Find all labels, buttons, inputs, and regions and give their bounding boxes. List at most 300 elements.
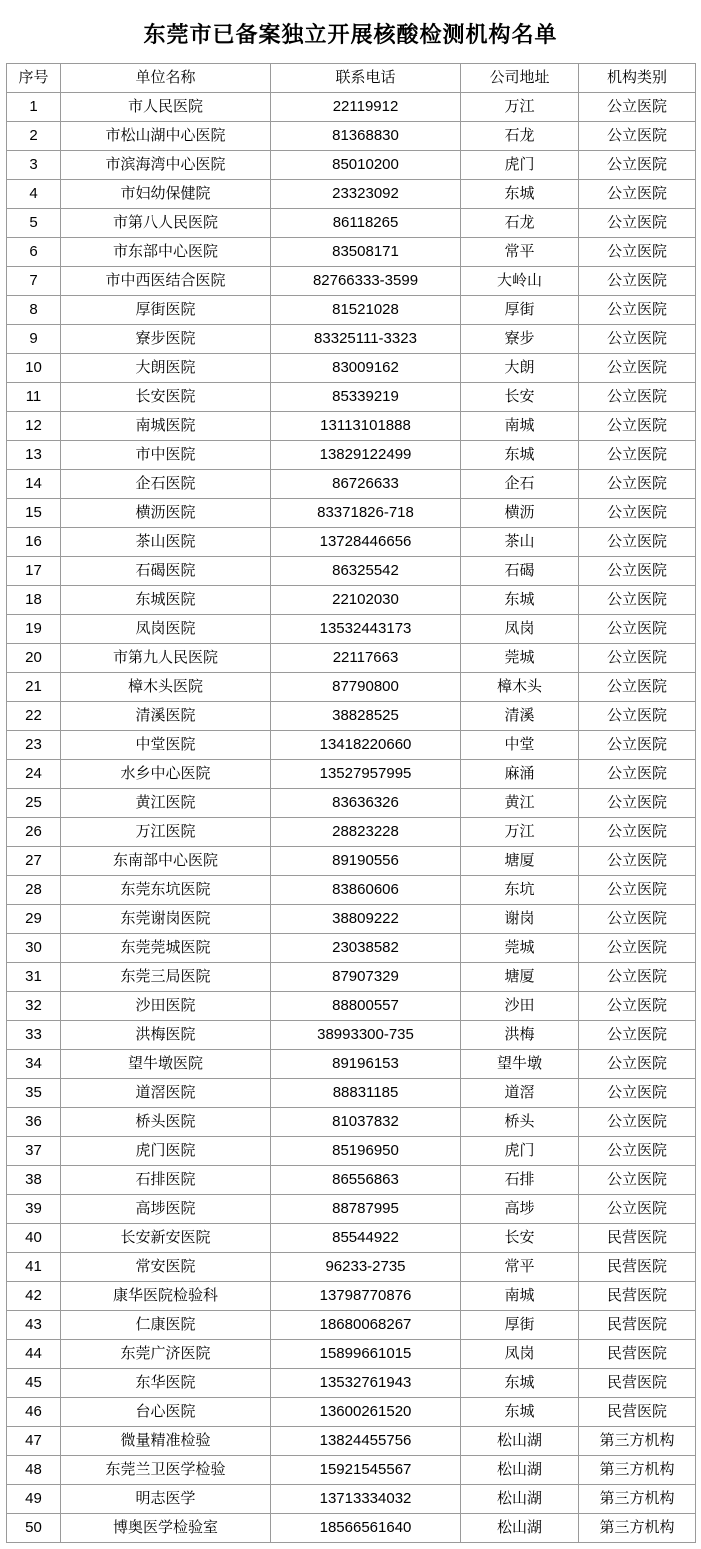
cell-index: 46: [7, 1398, 61, 1427]
table-row: [7, 760, 696, 789]
cell-name: 中堂医院: [61, 731, 271, 760]
cell-phone: 86118265: [271, 209, 461, 238]
cell-type: 公立医院: [579, 644, 696, 673]
cell-index: 23: [7, 731, 61, 760]
cell-type: 公立医院: [579, 296, 696, 325]
cell-index: 47: [7, 1427, 61, 1456]
cell-phone: 38828525: [271, 702, 461, 731]
cell-address: 清溪: [461, 702, 579, 731]
cell-index: 45: [7, 1369, 61, 1398]
cell-address: 石龙: [461, 209, 579, 238]
cell-address: 石龙: [461, 122, 579, 151]
table-row: [7, 238, 696, 267]
cell-address: 虎门: [461, 151, 579, 180]
cell-type: 公立医院: [579, 238, 696, 267]
cell-name: 东莞东坑医院: [61, 876, 271, 905]
cell-index: 35: [7, 1079, 61, 1108]
cell-index: 50: [7, 1514, 61, 1543]
cell-type: 民营医院: [579, 1340, 696, 1369]
cell-address: 常平: [461, 1253, 579, 1282]
cell-type: 第三方机构: [579, 1485, 696, 1514]
cell-type: 公立医院: [579, 934, 696, 963]
cell-name: 常安医院: [61, 1253, 271, 1282]
table-row: [7, 644, 696, 673]
cell-type: 公立医院: [579, 1108, 696, 1137]
cell-phone: 13728446656: [271, 528, 461, 557]
cell-address: 莞城: [461, 644, 579, 673]
cell-phone: 13113101888: [271, 412, 461, 441]
table-row: [7, 847, 696, 876]
cell-address: 沙田: [461, 992, 579, 1021]
cell-address: 东坑: [461, 876, 579, 905]
cell-address: 凤岗: [461, 1340, 579, 1369]
cell-index: 8: [7, 296, 61, 325]
cell-type: 公立医院: [579, 1021, 696, 1050]
cell-type: 公立医院: [579, 1137, 696, 1166]
cell-phone: 83325111-3323: [271, 325, 461, 354]
cell-phone: 88800557: [271, 992, 461, 1021]
cell-address: 樟木头: [461, 673, 579, 702]
cell-address: 松山湖: [461, 1456, 579, 1485]
cell-index: 32: [7, 992, 61, 1021]
cell-phone: 13713334032: [271, 1485, 461, 1514]
cell-phone: 85339219: [271, 383, 461, 412]
cell-phone: 85544922: [271, 1224, 461, 1253]
cell-address: 中堂: [461, 731, 579, 760]
table-row: [7, 586, 696, 615]
cell-name: 企石医院: [61, 470, 271, 499]
table-row: [7, 1079, 696, 1108]
cell-phone: 83860606: [271, 876, 461, 905]
table-row: [7, 789, 696, 818]
cell-type: 公立医院: [579, 963, 696, 992]
cell-name: 道滘医院: [61, 1079, 271, 1108]
cell-name: 厚街医院: [61, 296, 271, 325]
cell-phone: 13600261520: [271, 1398, 461, 1427]
cell-name: 樟木头医院: [61, 673, 271, 702]
cell-phone: 22102030: [271, 586, 461, 615]
cell-address: 万江: [461, 818, 579, 847]
table-row: [7, 180, 696, 209]
cell-type: 第三方机构: [579, 1456, 696, 1485]
cell-name: 沙田医院: [61, 992, 271, 1021]
cell-index: 36: [7, 1108, 61, 1137]
cell-name: 虎门医院: [61, 1137, 271, 1166]
cell-type: 公立医院: [579, 1050, 696, 1079]
column-header-index: 序号: [7, 64, 61, 93]
cell-address: 大朗: [461, 354, 579, 383]
cell-name: 桥头医院: [61, 1108, 271, 1137]
cell-address: 大岭山: [461, 267, 579, 296]
table-row: [7, 325, 696, 354]
cell-name: 市中西医结合医院: [61, 267, 271, 296]
cell-index: 30: [7, 934, 61, 963]
table-row: [7, 470, 696, 499]
cell-name: 博奥医学检验室: [61, 1514, 271, 1543]
cell-index: 39: [7, 1195, 61, 1224]
cell-type: 公立医院: [579, 731, 696, 760]
cell-type: 公立医院: [579, 876, 696, 905]
cell-type: 公立医院: [579, 673, 696, 702]
cell-name: 石碣医院: [61, 557, 271, 586]
cell-type: 民营医院: [579, 1311, 696, 1340]
cell-phone: 83636326: [271, 789, 461, 818]
table-row: [7, 992, 696, 1021]
cell-phone: 13527957995: [271, 760, 461, 789]
cell-type: 公立医院: [579, 441, 696, 470]
cell-address: 寮步: [461, 325, 579, 354]
cell-phone: 88787995: [271, 1195, 461, 1224]
cell-phone: 13829122499: [271, 441, 461, 470]
column-header-name: 单位名称: [61, 64, 271, 93]
cell-type: 公立医院: [579, 760, 696, 789]
cell-phone: 83009162: [271, 354, 461, 383]
cell-name: 市人民医院: [61, 93, 271, 122]
cell-index: 34: [7, 1050, 61, 1079]
cell-address: 万江: [461, 93, 579, 122]
table-row: [7, 1166, 696, 1195]
cell-index: 49: [7, 1485, 61, 1514]
cell-phone: 13798770876: [271, 1282, 461, 1311]
cell-phone: 15899661015: [271, 1340, 461, 1369]
cell-type: 公立医院: [579, 470, 696, 499]
cell-name: 东城医院: [61, 586, 271, 615]
table-row: [7, 499, 696, 528]
cell-phone: 81368830: [271, 122, 461, 151]
cell-phone: 85196950: [271, 1137, 461, 1166]
cell-name: 东莞莞城医院: [61, 934, 271, 963]
cell-phone: 86325542: [271, 557, 461, 586]
cell-address: 长安: [461, 383, 579, 412]
cell-phone: 87790800: [271, 673, 461, 702]
cell-type: 公立医院: [579, 992, 696, 1021]
cell-index: 10: [7, 354, 61, 383]
cell-name: 东莞兰卫医学检验: [61, 1456, 271, 1485]
cell-index: 38: [7, 1166, 61, 1195]
cell-address: 洪梅: [461, 1021, 579, 1050]
cell-type: 公立医院: [579, 905, 696, 934]
cell-name: 明志医学: [61, 1485, 271, 1514]
cell-address: 东城: [461, 441, 579, 470]
cell-type: 公立医院: [579, 847, 696, 876]
cell-address: 松山湖: [461, 1427, 579, 1456]
cell-phone: 22119912: [271, 93, 461, 122]
cell-address: 黄江: [461, 789, 579, 818]
table-row: [7, 383, 696, 412]
cell-phone: 13532761943: [271, 1369, 461, 1398]
cell-index: 16: [7, 528, 61, 557]
cell-index: 12: [7, 412, 61, 441]
cell-name: 市妇幼保健院: [61, 180, 271, 209]
cell-address: 道滘: [461, 1079, 579, 1108]
cell-phone: 89196153: [271, 1050, 461, 1079]
cell-type: 民营医院: [579, 1253, 696, 1282]
cell-name: 市第九人民医院: [61, 644, 271, 673]
cell-index: 29: [7, 905, 61, 934]
table-row: [7, 731, 696, 760]
cell-type: 第三方机构: [579, 1427, 696, 1456]
cell-phone: 82766333-3599: [271, 267, 461, 296]
cell-index: 13: [7, 441, 61, 470]
cell-type: 公立医院: [579, 93, 696, 122]
cell-name: 微量精准检验: [61, 1427, 271, 1456]
cell-phone: 13532443173: [271, 615, 461, 644]
cell-name: 望牛墩医院: [61, 1050, 271, 1079]
cell-index: 15: [7, 499, 61, 528]
cell-phone: 18566561640: [271, 1514, 461, 1543]
cell-phone: 18680068267: [271, 1311, 461, 1340]
cell-phone: 23038582: [271, 934, 461, 963]
cell-address: 桥头: [461, 1108, 579, 1137]
page-title: 东莞市已备案独立开展核酸检测机构名单: [143, 22, 558, 47]
institution-table: [6, 63, 696, 1543]
cell-type: 公立医院: [579, 354, 696, 383]
table-row: [7, 267, 696, 296]
table-row: [7, 1137, 696, 1166]
column-header-type: 机构类别: [579, 64, 696, 93]
cell-index: 26: [7, 818, 61, 847]
cell-index: 1: [7, 93, 61, 122]
cell-name: 凤岗医院: [61, 615, 271, 644]
table-row: [7, 93, 696, 122]
cell-name: 洪梅医院: [61, 1021, 271, 1050]
cell-name: 水乡中心医院: [61, 760, 271, 789]
cell-phone: 13824455756: [271, 1427, 461, 1456]
cell-name: 东莞谢岗医院: [61, 905, 271, 934]
cell-name: 黄江医院: [61, 789, 271, 818]
cell-index: 7: [7, 267, 61, 296]
cell-index: 31: [7, 963, 61, 992]
cell-type: 公立医院: [579, 325, 696, 354]
cell-name: 横沥医院: [61, 499, 271, 528]
table-row: [7, 1282, 696, 1311]
cell-name: 大朗医院: [61, 354, 271, 383]
table-row: [7, 1514, 696, 1543]
cell-phone: 22117663: [271, 644, 461, 673]
cell-phone: 89190556: [271, 847, 461, 876]
cell-name: 市东部中心医院: [61, 238, 271, 267]
cell-address: 莞城: [461, 934, 579, 963]
cell-type: 公立医院: [579, 412, 696, 441]
cell-type: 民营医院: [579, 1369, 696, 1398]
cell-type: 公立医院: [579, 122, 696, 151]
cell-name: 东南部中心医院: [61, 847, 271, 876]
cell-address: 厚街: [461, 296, 579, 325]
table-header: [7, 64, 696, 93]
cell-index: 27: [7, 847, 61, 876]
cell-index: 33: [7, 1021, 61, 1050]
cell-type: 公立医院: [579, 180, 696, 209]
cell-index: 11: [7, 383, 61, 412]
cell-address: 长安: [461, 1224, 579, 1253]
cell-type: 民营医院: [579, 1282, 696, 1311]
cell-index: 19: [7, 615, 61, 644]
cell-index: 3: [7, 151, 61, 180]
cell-index: 9: [7, 325, 61, 354]
table-body: [7, 93, 696, 1543]
cell-index: 37: [7, 1137, 61, 1166]
cell-phone: 86556863: [271, 1166, 461, 1195]
cell-type: 公立医院: [579, 1166, 696, 1195]
table-row: [7, 1311, 696, 1340]
cell-type: 民营医院: [579, 1398, 696, 1427]
cell-name: 台心医院: [61, 1398, 271, 1427]
cell-type: 公立医院: [579, 557, 696, 586]
cell-phone: 85010200: [271, 151, 461, 180]
cell-type: 公立医院: [579, 151, 696, 180]
cell-address: 厚街: [461, 1311, 579, 1340]
cell-name: 清溪医院: [61, 702, 271, 731]
cell-address: 茶山: [461, 528, 579, 557]
cell-name: 东华医院: [61, 1369, 271, 1398]
cell-name: 长安新安医院: [61, 1224, 271, 1253]
cell-type: 公立医院: [579, 209, 696, 238]
cell-address: 塘厦: [461, 847, 579, 876]
cell-type: 公立医院: [579, 818, 696, 847]
cell-address: 南城: [461, 412, 579, 441]
table-row: [7, 673, 696, 702]
table-row: [7, 905, 696, 934]
table-row: [7, 1340, 696, 1369]
cell-name: 市松山湖中心医院: [61, 122, 271, 151]
table-row: [7, 1195, 696, 1224]
cell-index: 25: [7, 789, 61, 818]
column-header-address: 公司地址: [461, 64, 579, 93]
table-row: [7, 151, 696, 180]
cell-address: 松山湖: [461, 1514, 579, 1543]
cell-address: 凤岗: [461, 615, 579, 644]
cell-name: 寮步医院: [61, 325, 271, 354]
cell-name: 万江医院: [61, 818, 271, 847]
cell-address: 塘厦: [461, 963, 579, 992]
cell-index: 24: [7, 760, 61, 789]
cell-index: 41: [7, 1253, 61, 1282]
cell-type: 公立医院: [579, 383, 696, 412]
cell-address: 常平: [461, 238, 579, 267]
cell-address: 东城: [461, 1398, 579, 1427]
cell-address: 石碣: [461, 557, 579, 586]
cell-address: 企石: [461, 470, 579, 499]
table-row: [7, 528, 696, 557]
cell-type: 民营医院: [579, 1224, 696, 1253]
table-row: [7, 876, 696, 905]
table-row: [7, 1050, 696, 1079]
cell-index: 44: [7, 1340, 61, 1369]
cell-index: 40: [7, 1224, 61, 1253]
cell-index: 18: [7, 586, 61, 615]
cell-name: 市第八人民医院: [61, 209, 271, 238]
cell-address: 石排: [461, 1166, 579, 1195]
cell-phone: 96233-2735: [271, 1253, 461, 1282]
column-header-phone: 联系电话: [271, 64, 461, 93]
cell-index: 6: [7, 238, 61, 267]
table-row: [7, 963, 696, 992]
cell-address: 横沥: [461, 499, 579, 528]
cell-index: 14: [7, 470, 61, 499]
cell-name: 市中医院: [61, 441, 271, 470]
cell-address: 松山湖: [461, 1485, 579, 1514]
cell-address: 东城: [461, 180, 579, 209]
cell-type: 第三方机构: [579, 1514, 696, 1543]
cell-type: 公立医院: [579, 528, 696, 557]
cell-index: 21: [7, 673, 61, 702]
cell-phone: 15921545567: [271, 1456, 461, 1485]
table-row: [7, 296, 696, 325]
cell-phone: 88831185: [271, 1079, 461, 1108]
table-row: [7, 1224, 696, 1253]
cell-name: 市滨海湾中心医院: [61, 151, 271, 180]
cell-phone: 83371826-718: [271, 499, 461, 528]
table-row: [7, 1427, 696, 1456]
table-row: [7, 615, 696, 644]
cell-address: 东城: [461, 1369, 579, 1398]
cell-address: 东城: [461, 586, 579, 615]
cell-address: 高埗: [461, 1195, 579, 1224]
cell-type: 公立医院: [579, 789, 696, 818]
cell-phone: 23323092: [271, 180, 461, 209]
cell-name: 石排医院: [61, 1166, 271, 1195]
table-row: [7, 1485, 696, 1514]
cell-index: 5: [7, 209, 61, 238]
cell-index: 42: [7, 1282, 61, 1311]
cell-phone: 81037832: [271, 1108, 461, 1137]
cell-type: 公立医院: [579, 586, 696, 615]
cell-type: 公立医院: [579, 267, 696, 296]
cell-address: 望牛墩: [461, 1050, 579, 1079]
cell-name: 高埗医院: [61, 1195, 271, 1224]
cell-phone: 38993300-735: [271, 1021, 461, 1050]
cell-name: 东莞三局医院: [61, 963, 271, 992]
cell-name: 南城医院: [61, 412, 271, 441]
cell-type: 公立医院: [579, 499, 696, 528]
cell-address: 虎门: [461, 1137, 579, 1166]
cell-name: 仁康医院: [61, 1311, 271, 1340]
table-row: [7, 1456, 696, 1485]
cell-phone: 86726633: [271, 470, 461, 499]
cell-phone: 81521028: [271, 296, 461, 325]
cell-type: 公立医院: [579, 615, 696, 644]
cell-index: 28: [7, 876, 61, 905]
cell-address: 谢岗: [461, 905, 579, 934]
cell-address: 南城: [461, 1282, 579, 1311]
cell-type: 公立医院: [579, 1195, 696, 1224]
cell-type: 公立医院: [579, 702, 696, 731]
table-row: [7, 1253, 696, 1282]
table-header-row: [7, 64, 696, 93]
table-row: [7, 818, 696, 847]
table-row: [7, 412, 696, 441]
table-row: [7, 1108, 696, 1137]
cell-index: 2: [7, 122, 61, 151]
table-row: [7, 557, 696, 586]
table-row: [7, 1398, 696, 1427]
cell-phone: 83508171: [271, 238, 461, 267]
cell-phone: 87907329: [271, 963, 461, 992]
table-row: [7, 441, 696, 470]
table-row: [7, 702, 696, 731]
cell-index: 17: [7, 557, 61, 586]
cell-index: 4: [7, 180, 61, 209]
table-row: [7, 209, 696, 238]
cell-index: 48: [7, 1456, 61, 1485]
cell-index: 20: [7, 644, 61, 673]
cell-phone: 13418220660: [271, 731, 461, 760]
table-row: [7, 1021, 696, 1050]
cell-name: 长安医院: [61, 383, 271, 412]
table-row: [7, 1369, 696, 1398]
cell-name: 东莞广济医院: [61, 1340, 271, 1369]
cell-phone: 28823228: [271, 818, 461, 847]
